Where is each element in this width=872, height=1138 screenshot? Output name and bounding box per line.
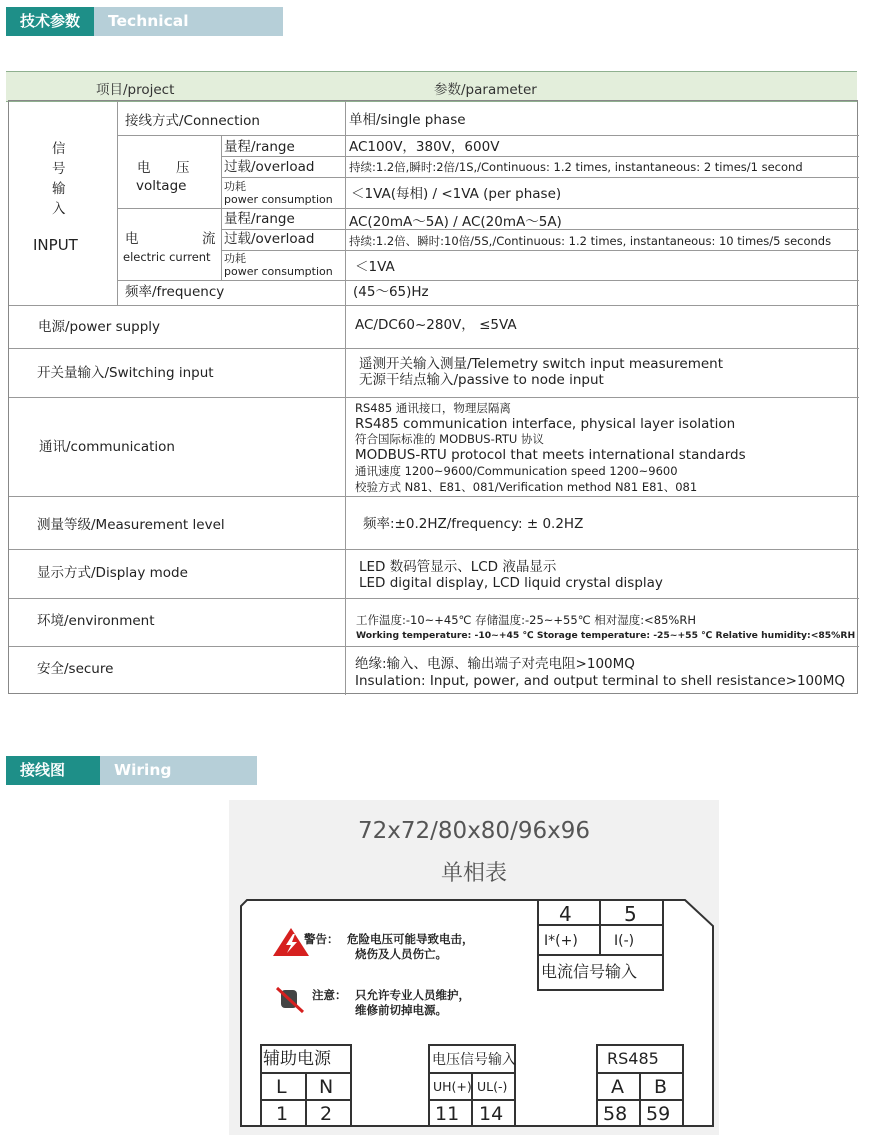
input-label-char: 号 (52, 161, 66, 177)
display-label: 显示方式/Display mode (37, 565, 188, 581)
display-line: LED 数码管显示、LCD 液晶显示 (359, 559, 557, 575)
communication-line: RS485 通讯接口，物理层隔离 (355, 401, 511, 415)
aux-terminal-label: N (319, 1076, 334, 1098)
current-power-value: ＜1VA (355, 259, 395, 275)
current-power-label-cn: 功耗 (224, 252, 246, 265)
voltage-power-label-cn: 功耗 (224, 180, 246, 193)
rs485-terminal-num: 58 (603, 1103, 628, 1125)
voltage-label-cn: 电 (137, 160, 151, 176)
notice-line: 维修前切掉电源。 (355, 1003, 447, 1017)
voltage-terminal-label: UL(-) (477, 1079, 508, 1094)
input-label-en: INPUT (33, 236, 78, 254)
parameter-table (8, 100, 858, 694)
measurement-value: 频率:±0.2HZ/frequency: ± 0.2HZ (363, 516, 584, 532)
connection-label: 接线方式/Connection (125, 113, 260, 129)
current-range-value: AC(20mA～5A) / AC(20mA～5A) (349, 214, 562, 230)
current-terminal-num: 4 (559, 902, 572, 926)
display-line: LED digital display, LCD liquid crystal display (359, 575, 663, 591)
frequency-label: 频率/frequency (125, 284, 225, 300)
header-parameter: 参数/parameter (434, 82, 537, 98)
wiring-diagram (229, 800, 719, 1135)
communication-line: 校验方式 N81、E81、081/Verification method N81 E81、081 (355, 480, 698, 494)
tech-section-title-cn: 技术参数 (6, 7, 94, 36)
warning-line: 烧伤及人员伤亡。 (355, 947, 447, 961)
table-header (6, 71, 857, 102)
tech-section-title-en: Technical Parameter (94, 7, 283, 36)
aux-terminal-num: 1 (276, 1103, 289, 1125)
tech-section-header (6, 7, 283, 59)
voltage-terminal-label: UH(+) (433, 1079, 472, 1094)
input-label-char: 入 (52, 201, 66, 217)
rs485-block-title: RS485 (607, 1049, 659, 1068)
wiring-section-title-cn: 接线图 (6, 756, 100, 785)
communication-line: 通讯速度 1200~9600/Communication speed 1200~9600 (355, 464, 678, 478)
current-terminal-num: 5 (624, 902, 637, 926)
input-label-char: 信 (52, 141, 66, 157)
current-overload-label: 过载/overload (224, 231, 315, 247)
voltage-power-value: ＜1VA(每相) / <1VA (per phase) (351, 186, 562, 202)
voltage-range-label: 量程/range (224, 139, 295, 155)
current-terminal-label: I*(+) (544, 933, 578, 949)
voltage-overload-value: 持续:1.2倍,瞬时:2倍/1S,/Continuous: 1.2 times, instantaneous: 2 times/1 second (349, 160, 803, 174)
rs485-terminal-label: A (611, 1076, 624, 1098)
wiring-drawing (229, 800, 719, 1135)
voltage-label-en: voltage (136, 178, 187, 194)
secure-line: 绝缘:输入、电源、输出端子对壳电阻>100MQ (355, 656, 635, 672)
aux-terminal-num: 2 (320, 1103, 333, 1125)
environment-label: 环境/environment (37, 613, 155, 629)
voltage-label-cn: 压 (176, 160, 190, 176)
voltage-block-title: 电压信号输入 (432, 1052, 516, 1068)
current-label-en: electric current (123, 250, 211, 264)
meter-size: 72x72/80x80/96x96 (358, 818, 590, 844)
current-terminal-label: I(-) (614, 933, 635, 949)
notice-label: 注意： (312, 988, 347, 1002)
rs485-terminal-label: B (654, 1076, 668, 1098)
wiring-section-title-en: Wiring diagram (100, 756, 257, 785)
warning-label: 警告： (304, 932, 339, 946)
header-project: 项目/project (96, 82, 175, 98)
communication-line: MODBUS-RTU protocol that meets international standards (355, 447, 746, 463)
secure-line: Insulation: Input, power, and output terminal to shell resistance>100MQ (355, 673, 846, 689)
environment-line-2: Working temperature: -10~+45 ℃ Storage temperature: -25~+55 ℃ Relative humidity:<85%RH (356, 630, 856, 641)
connection-value: 单相/single phase (349, 112, 466, 128)
switching-line: 无源干结点输入/passive to node input (359, 372, 604, 388)
switching-line: 遥测开关输入测量/Telemetry switch input measurement (359, 356, 724, 372)
voltage-terminal-num: 14 (479, 1103, 504, 1125)
power-supply-value: AC/DC60~280V， ≤5VA (355, 317, 517, 333)
rs485-terminal-num: 59 (646, 1103, 671, 1125)
input-label-char: 输 (52, 181, 66, 197)
wiring-section-header (6, 756, 257, 808)
communication-line: RS485 communication interface, physical layer isolation (355, 416, 736, 432)
notice-line: 只允许专业人员维护， (355, 988, 470, 1002)
voltage-overload-label: 过载/overload (224, 159, 315, 175)
voltage-range-value: AC100V，380V，600V (349, 139, 500, 155)
communication-label: 通讯/communication (39, 439, 175, 455)
switching-label: 开关量输入/Switching input (37, 365, 214, 381)
secure-label: 安全/secure (37, 661, 114, 677)
environment-line-1: 工作温度:-10~+45℃ 存储温度:-25~+55℃ 相对湿度:<85%RH (356, 613, 696, 627)
frequency-value: (45～65)Hz (353, 284, 429, 300)
voltage-power-label-en: power consumption (224, 193, 333, 206)
power-supply-label: 电源/power supply (38, 319, 161, 335)
communication-line: 符合国际标准的 MODBUS-RTU 协议 (355, 432, 544, 446)
measurement-label: 测量等级/Measurement level (37, 517, 225, 533)
current-power-label-en: power consumption (224, 265, 333, 278)
aux-block-title: 辅助电源 (263, 1049, 331, 1069)
current-label-cn: 电 (125, 231, 139, 247)
current-label-cn: 流 (202, 231, 216, 247)
voltage-terminal-num: 11 (435, 1103, 460, 1125)
current-range-label: 量程/range (224, 211, 295, 227)
current-overload-value: 持续:1.2倍、瞬时:10倍/5S,/Continuous: 1.2 times, instantaneous: 10 times/5 seconds (349, 234, 832, 248)
meter-type: 单相表 (440, 861, 507, 886)
aux-terminal-label: L (276, 1076, 287, 1098)
current-block-title: 电流信号输入 (541, 962, 638, 981)
warning-line: 危险电压可能导致电击， (347, 932, 474, 946)
